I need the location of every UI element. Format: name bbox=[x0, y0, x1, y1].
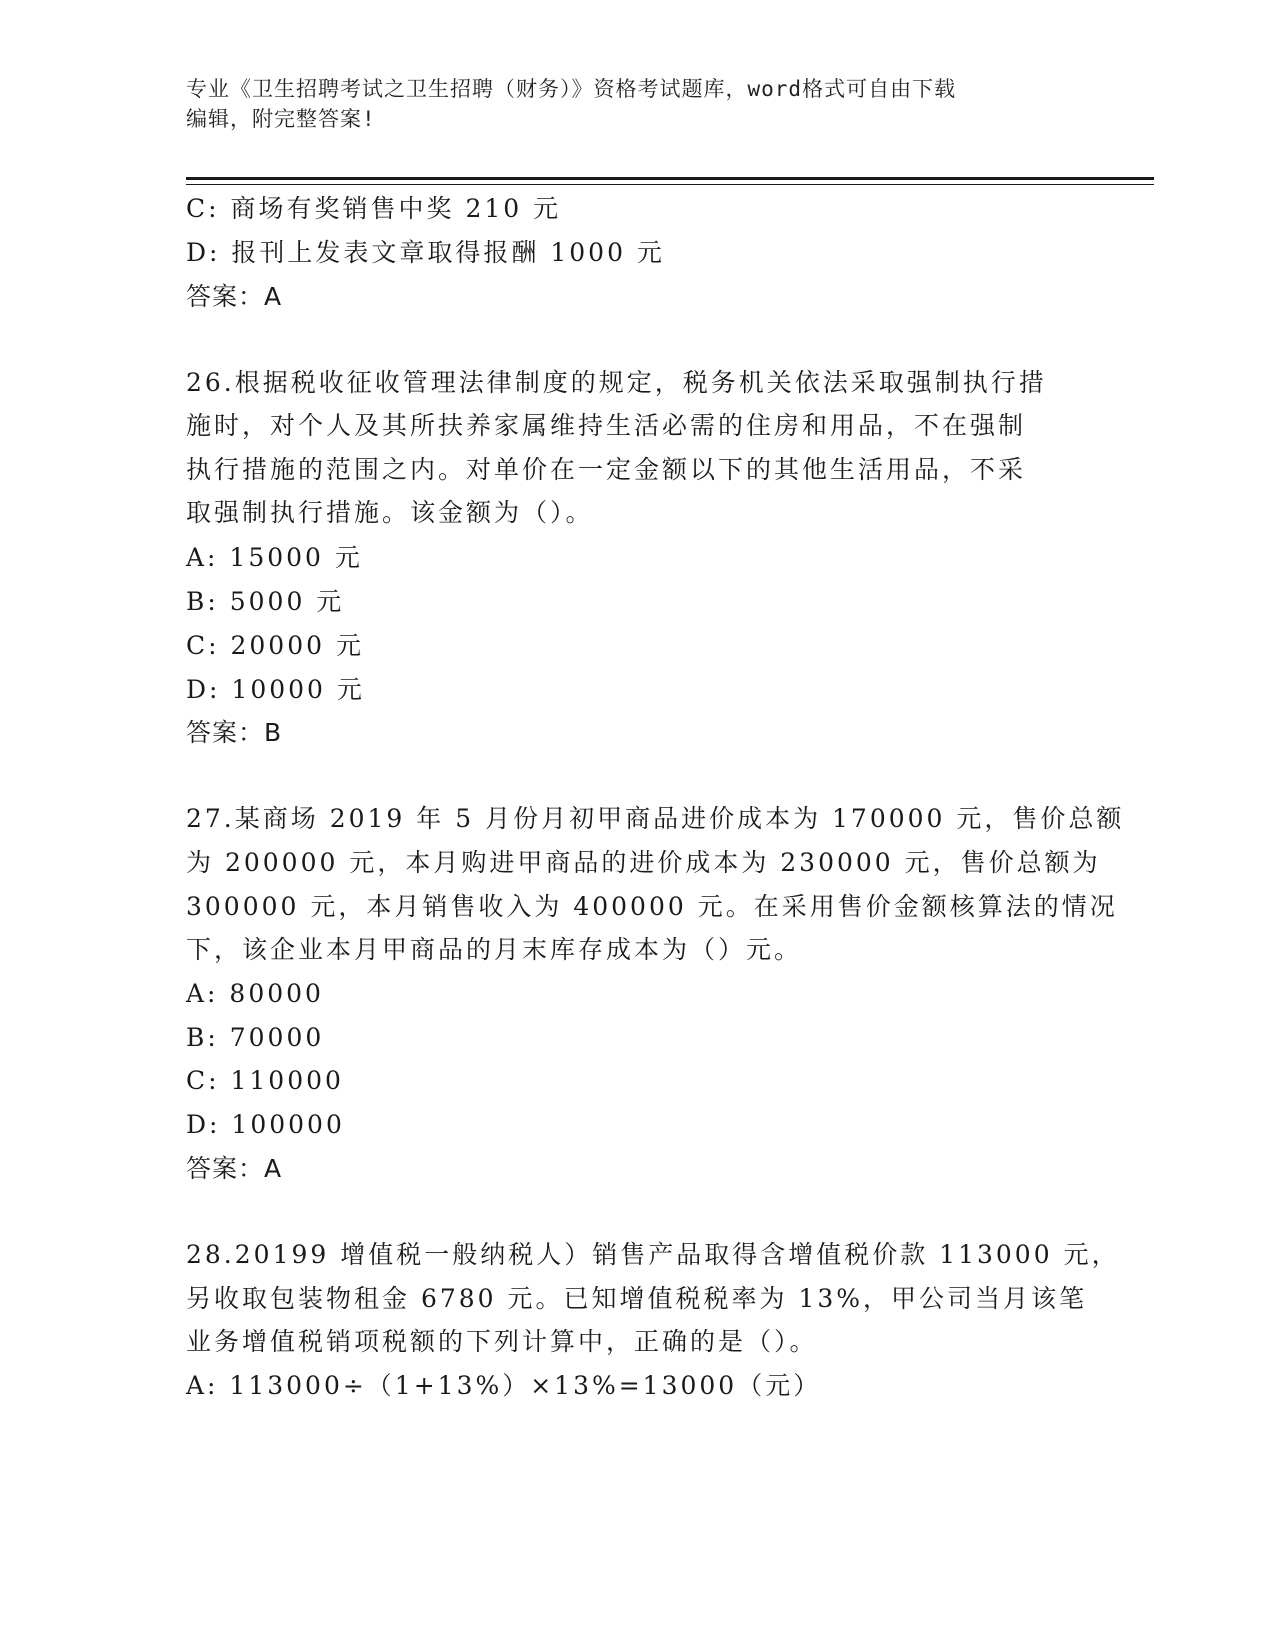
question-27-option-d: D: 100000 bbox=[186, 1110, 345, 1139]
option-c: C: 商场有奖销售中奖 210 元 bbox=[186, 194, 562, 223]
header-divider-thin bbox=[186, 184, 1154, 185]
header-line-1: 专业《卫生招聘考试之卫生招聘（财务）》资格考试题库，word格式可自由下载 bbox=[186, 77, 957, 101]
question-27-stem-line: 为 200000 元，本月购进甲商品的进价成本为 230000 元，售价总额为 bbox=[186, 848, 1101, 877]
question-28-stem-line: 另收取包装物租金 6780 元。已知增值税税率为 13%，甲公司当月该笔 bbox=[186, 1284, 1088, 1313]
question-27-option-a: A: 80000 bbox=[186, 979, 324, 1008]
question-26-option-a: A: 15000 元 bbox=[186, 543, 363, 572]
question-27-stem-line: 27.某商场 2019 年 5 月份月初甲商品进价成本为 170000 元，售价总额 bbox=[186, 804, 1125, 833]
question-27-answer: 答案：A bbox=[186, 1154, 283, 1183]
header-line-2: 编辑，附完整答案! bbox=[186, 107, 376, 131]
document-header bbox=[186, 74, 1066, 134]
question-26-answer: 答案：B bbox=[186, 718, 283, 747]
question-26-stem-line: 执行措施的范围之内。对单价在一定金额以下的其他生活用品，不采 bbox=[186, 455, 1027, 484]
question-28-stem-line: 28.20199 增值税一般纳税人）销售产品取得含增值税价款 113000 元， bbox=[186, 1240, 1120, 1269]
question-26-option-c: C: 20000 元 bbox=[186, 631, 364, 660]
question-26-stem-line: 取强制执行措施。该金额为（）。 bbox=[186, 498, 594, 527]
question-26-option-d: D: 10000 元 bbox=[186, 675, 365, 704]
question-28-option-a: A: 113000÷（1+13%）×13%=13000（元） bbox=[186, 1371, 822, 1400]
question-27-stem-line: 下，该企业本月甲商品的月末库存成本为（）元。 bbox=[186, 935, 803, 964]
answer-line: 答案：A bbox=[186, 282, 283, 311]
question-27-stem-line: 300000 元，本月销售收入为 400000 元。在采用售价金额核算法的情况 bbox=[186, 892, 1118, 921]
question-26-stem-line: 施时，对个人及其所扶养家属维持生活必需的住房和用品，不在强制 bbox=[186, 411, 1027, 440]
question-27-option-b: B: 70000 bbox=[186, 1023, 325, 1052]
option-d: D: 报刊上发表文章取得报酬 1000 元 bbox=[186, 238, 665, 267]
question-28-stem-line: 业务增值税销项税额的下列计算中，正确的是（）。 bbox=[186, 1327, 818, 1356]
question-26-option-b: B: 5000 元 bbox=[186, 587, 345, 616]
header-divider-thick bbox=[186, 177, 1154, 180]
question-27-option-c: C: 110000 bbox=[186, 1066, 344, 1095]
question-26-stem-line: 26.根据税收征收管理法律制度的规定，税务机关依法采取强制执行措 bbox=[186, 368, 1047, 397]
